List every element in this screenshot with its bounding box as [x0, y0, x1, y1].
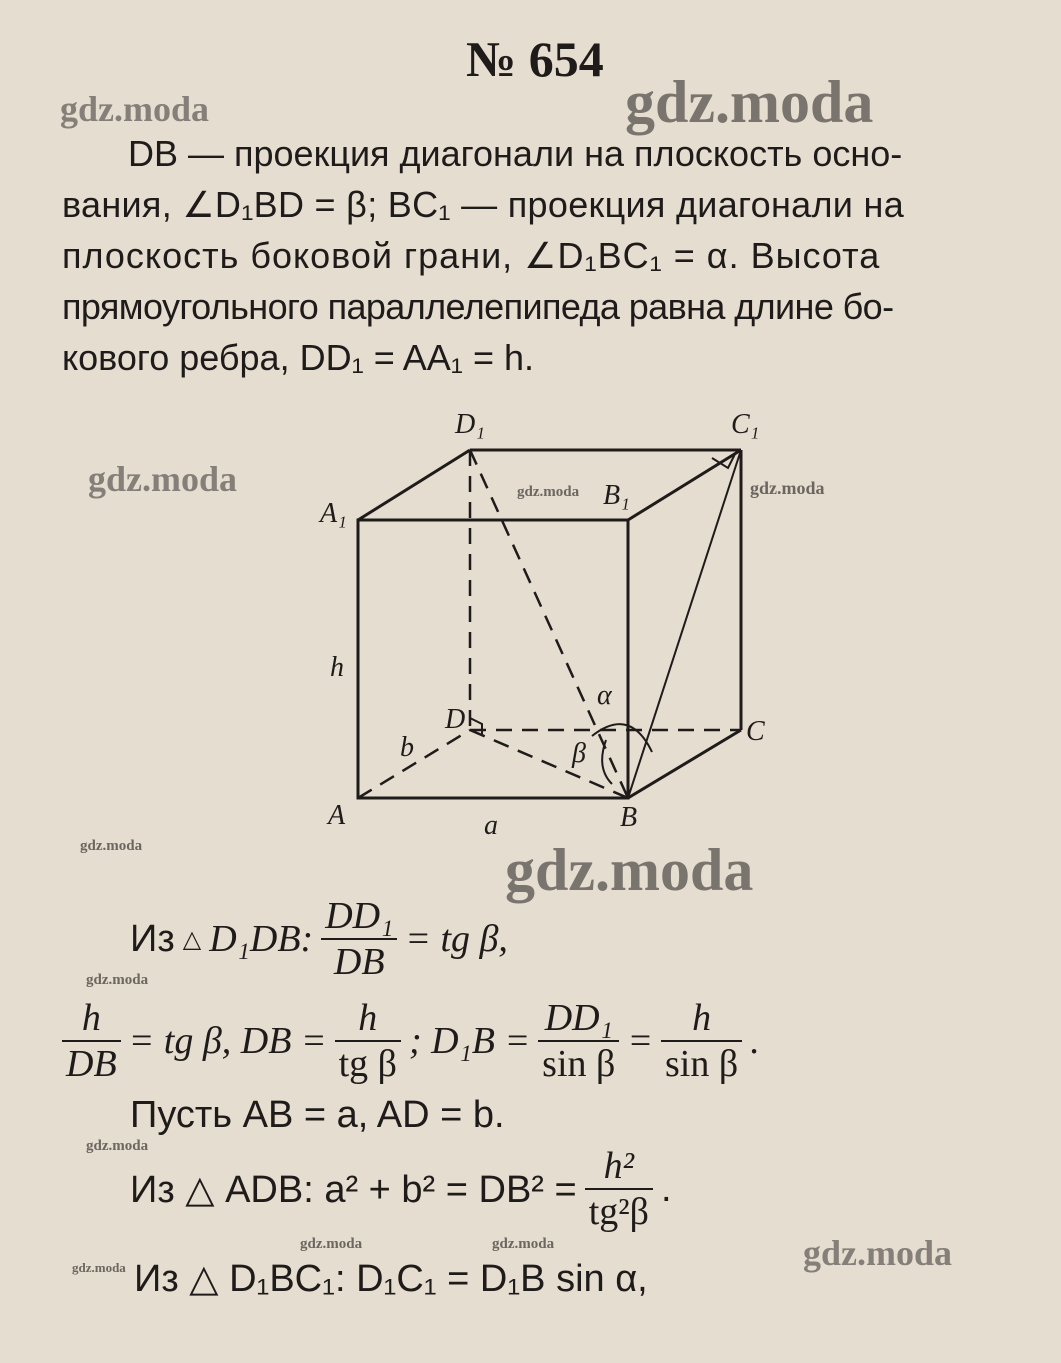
- fraction-numerator: h: [62, 996, 121, 1042]
- intro-line-4: прямоугольного параллелепипеда равна длине бо-: [62, 286, 894, 327]
- label-c1: C₁: [731, 409, 760, 440]
- watermark: gdz.moda: [750, 478, 825, 498]
- label-a-edge: a: [484, 810, 498, 841]
- intro-line-2: вания, ∠D₁BD = β; BC₁ — проекция диагонали на: [62, 184, 905, 225]
- fraction-dd1-db: [321, 894, 397, 984]
- edge-a1-d1: [358, 450, 470, 520]
- fraction-denominator: DB: [333, 941, 385, 983]
- intro-line-1: DB — проекция диагонали на плоскость осно-: [128, 133, 903, 174]
- label-d1: D₁: [455, 409, 485, 440]
- label-d: D: [445, 704, 466, 735]
- watermark: gdz.moda: [492, 1236, 555, 1252]
- fraction-denominator: tg β: [338, 1043, 397, 1085]
- label-h: h: [330, 652, 344, 683]
- front-face: [358, 520, 628, 798]
- problem-number: № 654: [466, 31, 604, 87]
- fraction-denominator: tg²β: [588, 1191, 650, 1233]
- triangle-icon: △: [182, 925, 202, 953]
- s1-prefix: Из: [130, 917, 175, 960]
- label-alpha: α: [597, 680, 612, 711]
- watermark: gdz.moda: [300, 1236, 363, 1252]
- fraction-numerator: h: [335, 996, 401, 1042]
- diagonal-b-c1: [628, 450, 741, 798]
- watermark: gdz.moda: [88, 459, 238, 499]
- intro-line-5: кового ребра, DD₁ = AA₁ = h.: [62, 337, 534, 378]
- watermark: gdz.moda: [86, 1138, 149, 1154]
- fraction-dd1-sinb: [538, 996, 619, 1086]
- fraction-h-sinb: [661, 996, 742, 1086]
- fraction-numerator: h²: [585, 1144, 653, 1190]
- label-c: C: [746, 716, 765, 747]
- label-b1: B₁: [603, 480, 630, 511]
- s1-name: D₁DB:: [209, 918, 314, 960]
- watermark: gdz.moda: [505, 837, 754, 903]
- watermark: gdz.moda: [517, 484, 580, 500]
- solution-line-3: Пусть AB = a, AD = b.: [130, 1094, 505, 1136]
- solution-line-4: [130, 1145, 672, 1233]
- watermark: gdz.moda: [60, 89, 210, 129]
- intro-line-3: плоскость боковой грани, ∠D₁BC₁ = α. Высота: [62, 235, 881, 276]
- watermark: gdz.moda: [80, 838, 143, 854]
- watermark: gdz.moda: [86, 972, 149, 988]
- watermark: gdz.moda: [803, 1233, 953, 1273]
- label-b: B: [620, 802, 638, 833]
- label-b-edge: b: [400, 732, 414, 763]
- fraction-numerator: h: [661, 996, 742, 1042]
- label-beta: β: [572, 738, 586, 769]
- edge-a-d: [358, 730, 470, 798]
- label-a: A: [328, 800, 346, 831]
- s1-rhs: = tg β,: [405, 918, 508, 960]
- watermark: gdz.moda: [72, 1260, 126, 1275]
- label-a1: A₁: [320, 498, 347, 529]
- fraction-h-db: [62, 996, 121, 1086]
- fraction-denominator: sin β: [665, 1043, 739, 1085]
- s4-end: .: [661, 1167, 672, 1210]
- solution-line-1: [130, 895, 508, 983]
- s2-end: .: [750, 1020, 760, 1062]
- fraction-numerator: DD₁: [321, 894, 397, 940]
- fraction-denominator: sin β: [542, 1043, 616, 1085]
- solution-line-5: Из △ D₁BC₁: D₁C₁ = D₁B sin α,: [134, 1258, 648, 1300]
- s4-prefix: Из △ ADB: a² + b² = DB² =: [130, 1168, 577, 1211]
- fraction-h-tgb: [335, 996, 401, 1086]
- vertex-labels: [318, 409, 765, 841]
- diagonal-d-b: [470, 730, 628, 798]
- s2-mid-2: ; D₁B =: [409, 1020, 531, 1062]
- solution-line-2: [62, 997, 760, 1085]
- fraction-h2-tg2b: [585, 1144, 653, 1234]
- s2-mid-1: = tg β, DB =: [128, 1020, 327, 1062]
- fraction-denominator: DB: [66, 1043, 117, 1085]
- fraction-numerator: DD₁: [538, 996, 619, 1042]
- watermark: gdz.moda: [625, 69, 874, 135]
- edge-b1-c1: [628, 450, 741, 520]
- s2-eq: =: [627, 1020, 654, 1062]
